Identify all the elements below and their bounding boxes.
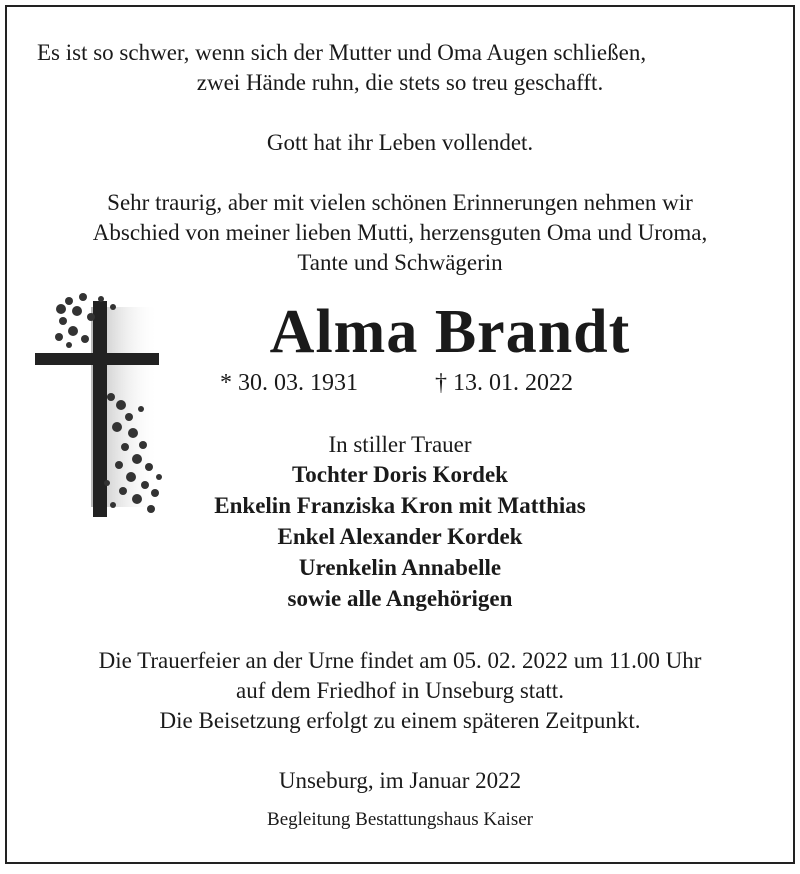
birth-date: * 30. 03. 1931 <box>220 370 358 396</box>
mourner-line: sowie alle Angehörigen <box>287 586 513 611</box>
mourner-line: Urenkelin Annabelle <box>298 555 502 580</box>
intro-line-1: Sehr traurig, aber mit vielen schönen Erinnerungen nehmen wir <box>107 190 693 215</box>
deceased-name: Alma Brandt <box>269 298 631 366</box>
mourner-line: Enkel Alexander Kordek <box>277 524 523 549</box>
mourners-heading: In stiller Trauer <box>328 432 472 457</box>
mourner-line: Enkelin Franziska Kron mit Matthias <box>214 493 586 518</box>
intro-line-3: Tante und Schwägerin <box>297 250 503 275</box>
mourner-line: Tochter Doris Kordek <box>292 462 508 487</box>
verse-line-2: zwei Hände ruhn, die stets so treu geschafft. <box>196 70 604 95</box>
intro-line-2: Abschied von meiner lieben Mutti, herzensguten Oma und Uroma, <box>92 220 708 245</box>
ceremony-line-1: Die Trauerfeier an der Urne findet am 05. 02. 2022 um 11.00 Uhr <box>98 648 702 673</box>
ceremony-line-2: auf dem Friedhof in Unseburg statt. <box>236 678 564 703</box>
verse-line-1: Es ist so schwer, wenn sich der Mutter und Oma Augen schließen, <box>37 40 647 65</box>
ceremony-line-3: Die Beisetzung erfolgt zu einem späteren Zeitpunkt. <box>159 708 641 733</box>
undertaker-credit: Begleitung Bestattungshaus Kaiser <box>267 809 533 830</box>
verse-line-3: Gott hat ihr Leben vollendet. <box>266 130 534 155</box>
obituary-notice <box>5 5 795 864</box>
death-date: † 13. 01. 2022 <box>435 370 573 396</box>
place-date: Unseburg, im Januar 2022 <box>278 768 522 793</box>
